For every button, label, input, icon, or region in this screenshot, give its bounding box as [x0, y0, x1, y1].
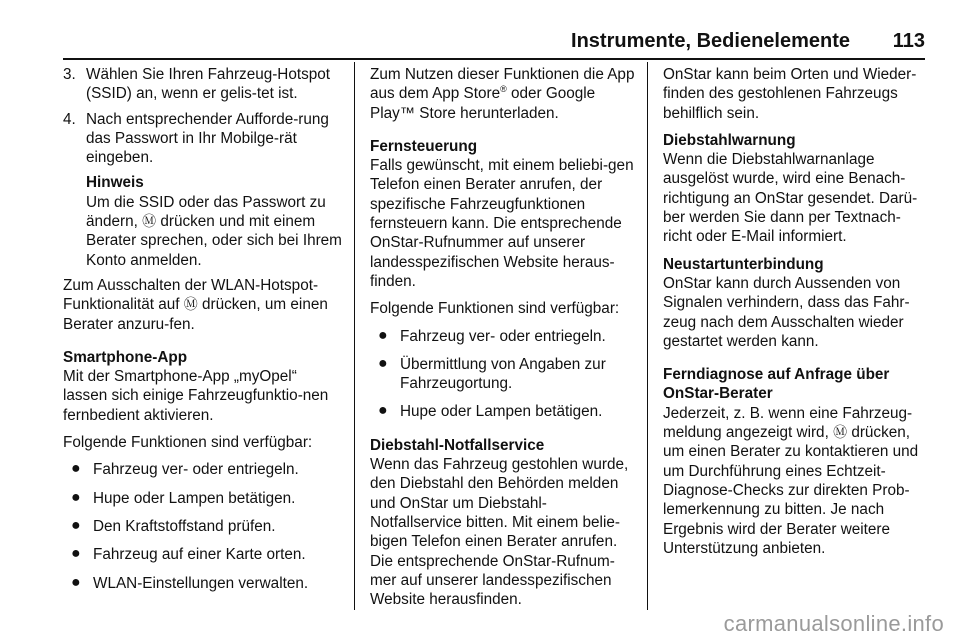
- step-item: [63, 110, 343, 168]
- list-item: [63, 489, 343, 508]
- list-item: [63, 517, 343, 536]
- note-text-after: drücken und mit einem Berater sprechen, oder sich bei Ihrem Konto anmelden.: [86, 213, 342, 269]
- wlan-paragraph: [63, 276, 343, 334]
- intro-text-before: Zum Nutzen dieser Funktionen die App aus dem App Store: [370, 66, 635, 103]
- list-item: [370, 402, 635, 421]
- list-item: [370, 327, 635, 346]
- section-heading: Smartphone-App: [63, 348, 188, 366]
- wlan-text-after: drücken, um einen Berater anzuru-fen.: [63, 296, 328, 333]
- functions-intro: Folgende Funktionen sind verfügbar:: [63, 434, 313, 452]
- restart-paragraph: OnStar kann durch Aussenden von Signalen verhindern, dass das Fahr-zeug nach dem Ausschalten wieder gestartet werden kann.: [663, 274, 910, 350]
- recovery-paragraph: OnStar kann beim Orten und Wieder-finden des gestohlenen Fahrzeugs behilflich sein.: [663, 66, 917, 122]
- page-header: [0, 0, 960, 62]
- onstar-button-icon: Ⓜ: [833, 424, 848, 441]
- page-number: 113: [892, 30, 925, 52]
- functions-list: [63, 460, 343, 592]
- step-number: 3.: [63, 66, 76, 83]
- step-number: 4.: [63, 110, 76, 128]
- list-item-text: WLAN-Einstellungen verwalten.: [93, 574, 309, 592]
- list-item: [63, 545, 343, 564]
- list-item-text: Fahrzeug ver- oder entriegeln.: [400, 327, 606, 345]
- functions-list: [370, 327, 635, 422]
- step-text: Wählen Sie Ihren Fahrzeug-Hotspot (SSID) an, wenn er gelis-tet ist.: [86, 66, 331, 103]
- bullet-icon: ●: [71, 516, 81, 534]
- functions-intro: Folgende Funktionen sind verfügbar:: [370, 300, 620, 318]
- steps-list: [63, 65, 343, 167]
- header-title: Instrumente, Bedienelemente: [571, 30, 850, 52]
- bullet-icon: ●: [378, 402, 388, 420]
- list-item-text: Übermittlung von Angaben zur Fahrzeugortung.: [400, 355, 606, 393]
- wlan-text-before: Zum Ausschalten der WLAN-Hotspot-Funktionalität auf: [63, 276, 319, 314]
- onstar-button-icon: Ⓜ: [183, 296, 198, 313]
- app-paragraph: Mit der Smartphone-App „myOpel“ lassen sich einige Fahrzeugfunktio-nen fernbedient aktivieren.: [63, 368, 329, 424]
- list-item-text: Den Kraftstoffstand prüfen.: [93, 517, 276, 535]
- section-heading: Diebstahl-Notfallservice: [370, 436, 545, 454]
- list-item-text: Hupe oder Lampen betätigen.: [93, 489, 296, 507]
- remote-paragraph: Falls gewünscht, mit einem beliebi-gen Telefon einen Berater anrufen, der spezifische Fahrzeugfunktionen fernsteuern kann. Die entsprechende OnStar-Rufnummer auf unserer landesspezifischen Website heraus-finden.: [370, 157, 634, 290]
- bullet-icon: ●: [71, 573, 81, 591]
- diagnosis-section: [663, 365, 928, 558]
- step-text: Nach entsprechender Aufforde-rung das Passwort in Ihr Mobilge-rät eingeben.: [86, 110, 329, 167]
- list-item: [63, 574, 343, 593]
- intro-text-after: oder Google Play™ Store herunterladen.: [370, 85, 596, 122]
- bullet-icon: ●: [378, 354, 388, 372]
- list-item: [370, 355, 635, 394]
- theft-service-section: [370, 436, 635, 610]
- list-item: [63, 460, 343, 479]
- alarm-paragraph: Wenn die Diebstahlwarnanlage ausgelöst wurde, wird eine Benach-richtigung an OnStar gesendet. Darü-ber werden Sie dann per Textnach-richt oder E-Mail informiert.: [663, 151, 918, 246]
- watermark: carmanualsonline.info: [723, 611, 944, 636]
- header-rule: [63, 58, 925, 60]
- bullet-icon: ●: [71, 460, 81, 478]
- app-download-paragraph: [370, 65, 635, 123]
- column-2: [370, 65, 635, 617]
- column-1: [63, 65, 343, 602]
- restart-section: [663, 255, 928, 351]
- bullet-icon: ●: [378, 326, 388, 344]
- column-divider: [354, 62, 355, 610]
- section-heading: Diebstahlwarnung: [663, 131, 796, 149]
- smartphone-app-section: [63, 348, 343, 425]
- list-item-text: Hupe oder Lampen betätigen.: [400, 403, 603, 421]
- section-heading: Neustartunterbindung: [663, 255, 824, 273]
- note-box: [63, 173, 343, 269]
- bullet-icon: ●: [71, 488, 81, 506]
- note-title: Hinweis: [86, 174, 144, 192]
- onstar-button-icon: Ⓜ: [142, 213, 157, 230]
- theft-paragraph: Wenn das Fahrzeug gestohlen wurde, den Diebstahl den Behörden melden und OnStar um Diebstahl-Notfallservice bitten. Mit einem belie-bigen Telefon einen Berater anrufen. Die entsprechende OnStar-Rufnum-mer auf unserer landesspezifischen Website herausfinden.: [370, 456, 629, 609]
- step-item: [63, 65, 343, 104]
- bullet-icon: ●: [71, 545, 81, 563]
- section-heading: Ferndiagnose auf Anfrage über OnStar-Berater: [663, 366, 890, 403]
- alarm-section: [663, 131, 928, 247]
- column-3: [663, 65, 928, 566]
- diagnosis-paragraph: [663, 404, 928, 558]
- list-item-text: Fahrzeug ver- oder entriegeln.: [93, 461, 299, 479]
- remote-control-section: [370, 137, 635, 291]
- list-item-text: Fahrzeug auf einer Karte orten.: [93, 546, 306, 564]
- section-heading: Fernsteuerung: [370, 137, 478, 155]
- column-divider: [647, 62, 648, 610]
- diag-text-before: Jederzeit, z. B. wenn eine Fahrzeug-meldung angezeigt wird,: [663, 404, 913, 442]
- registered-mark: ®: [500, 84, 507, 95]
- note-text-before: Um die SSID oder das Passwort zu ändern,: [86, 193, 326, 231]
- diag-text-after: drücken, um einen Berater zu kontaktieren und um Durchführung eines Echtzeit-Diagnose-Checks zur direkten Prob-lemerkennung zu bitten. Je nach Ergebnis wird der Berater weitere Unterstützung anbieten.: [663, 424, 919, 557]
